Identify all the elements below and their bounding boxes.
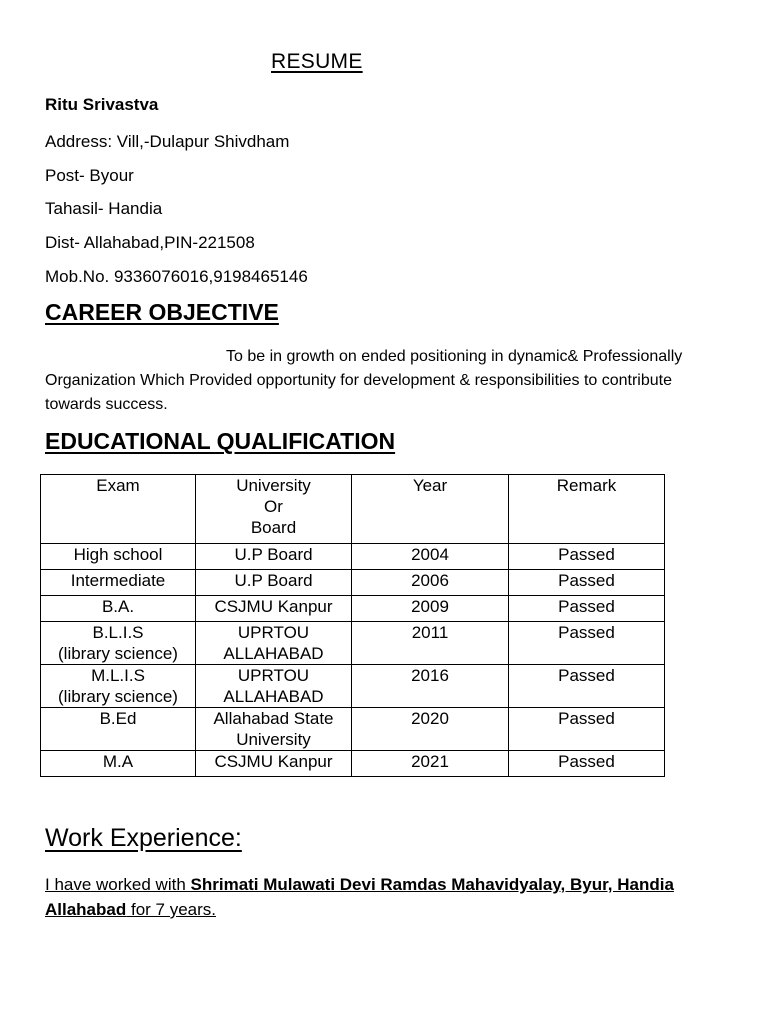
mobile-line: Mob.No. 9336076016,9198465146 xyxy=(45,267,308,286)
work-experience-heading: Work Experience: xyxy=(45,824,242,852)
table-row xyxy=(41,751,665,777)
cell-board: UPRTOU ALLAHABAD xyxy=(196,622,352,665)
cell-remark: Passed xyxy=(509,544,665,570)
cell-remark: Passed xyxy=(509,622,665,665)
education-table xyxy=(40,474,665,777)
header-university: University Or Board xyxy=(196,475,352,544)
objective-first-line: To be in growth on ended positioning in dynamic& xyxy=(226,348,579,365)
cell-exam: M.A xyxy=(41,751,196,777)
education-heading: EDUCATIONAL QUALIFICATION xyxy=(45,428,396,454)
career-objective-text xyxy=(45,345,725,417)
table-row xyxy=(41,544,665,570)
cell-year: 2006 xyxy=(352,570,509,596)
cell-board: CSJMU Kanpur xyxy=(196,751,352,777)
cell-remark: Passed xyxy=(509,665,665,708)
cell-board: Allahabad State University xyxy=(196,708,352,751)
district-line: Dist- Allahabad,PIN-221508 xyxy=(45,233,255,252)
education-table-body xyxy=(41,544,665,777)
work-experience-text xyxy=(45,872,745,922)
cell-exam: B.Ed xyxy=(41,708,196,751)
table-row xyxy=(41,570,665,596)
table-header-row xyxy=(41,475,665,544)
cell-remark: Passed xyxy=(509,570,665,596)
cell-exam: High school xyxy=(41,544,196,570)
cell-year: 2020 xyxy=(352,708,509,751)
table-row xyxy=(41,622,665,665)
cell-exam: B.L.I.S (library science) xyxy=(41,622,196,665)
cell-year: 2016 xyxy=(352,665,509,708)
address-line: Address: Vill,-Dulapur Shivdham xyxy=(45,132,290,151)
cell-board: U.P Board xyxy=(196,570,352,596)
cell-board: CSJMU Kanpur xyxy=(196,596,352,622)
cell-remark: Passed xyxy=(509,708,665,751)
page-title: RESUME xyxy=(271,50,363,73)
table-row xyxy=(41,665,665,708)
post-line: Post- Byour xyxy=(45,166,134,185)
work-institution: Shrimati Mulawati Devi Ramdas Mahavidyalay, Byur, Handia Allahabad xyxy=(45,875,674,919)
cell-exam: B.A. xyxy=(41,596,196,622)
header-exam: Exam xyxy=(41,475,196,544)
cell-board: UPRTOU ALLAHABAD xyxy=(196,665,352,708)
cell-board: U.P Board xyxy=(196,544,352,570)
career-objective-heading: CAREER OBJECTIVE xyxy=(45,299,279,325)
objective-rest: Professionally Organization Which Provided opportunity for development & responsibilities to contribute towards success. xyxy=(45,348,683,413)
table-row xyxy=(41,596,665,622)
header-remark: Remark xyxy=(509,475,665,544)
cell-year: 2004 xyxy=(352,544,509,570)
cell-exam: M.L.I.S (library science) xyxy=(41,665,196,708)
cell-exam: Intermediate xyxy=(41,570,196,596)
work-prefix: I have worked with xyxy=(45,875,191,894)
cell-year: 2021 xyxy=(352,751,509,777)
cell-remark: Passed xyxy=(509,751,665,777)
cell-year: 2011 xyxy=(352,622,509,665)
work-suffix: for 7 years. xyxy=(126,900,217,919)
candidate-name: Ritu Srivastva xyxy=(45,95,159,114)
cell-year: 2009 xyxy=(352,596,509,622)
cell-remark: Passed xyxy=(509,596,665,622)
table-row xyxy=(41,708,665,751)
tahasil-line: Tahasil- Handia xyxy=(45,199,163,218)
header-year: Year xyxy=(352,475,509,544)
